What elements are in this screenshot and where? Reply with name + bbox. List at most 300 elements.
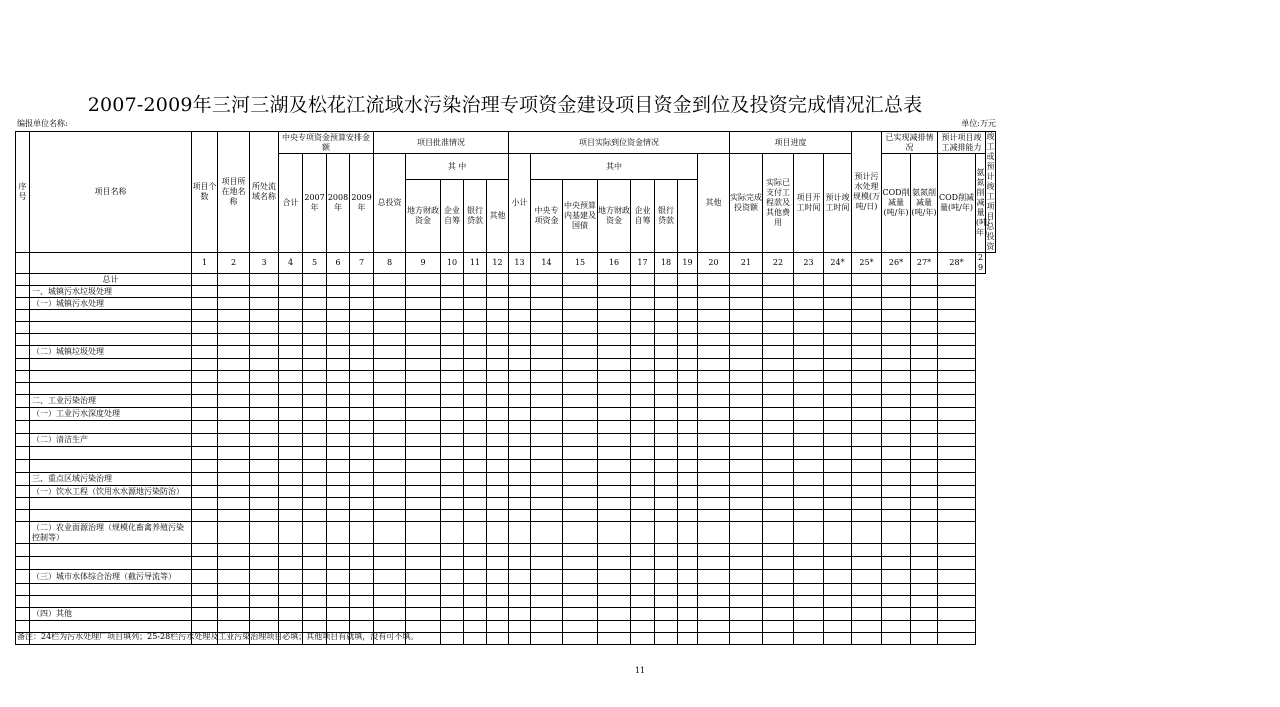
table-cell bbox=[794, 274, 824, 286]
table-cell bbox=[16, 395, 30, 408]
table-cell bbox=[852, 447, 882, 460]
table-cell bbox=[192, 447, 218, 460]
table-cell bbox=[852, 460, 882, 473]
table-cell bbox=[192, 570, 218, 584]
table-cell bbox=[911, 544, 938, 557]
table-cell bbox=[279, 334, 303, 346]
table-cell bbox=[598, 570, 631, 584]
table-cell bbox=[730, 498, 763, 510]
table-cell bbox=[563, 346, 598, 359]
column-number: 2 bbox=[218, 253, 250, 274]
table-row bbox=[16, 408, 996, 421]
table-cell bbox=[563, 570, 598, 584]
table-cell bbox=[698, 447, 730, 460]
table-cell bbox=[882, 286, 911, 298]
table-cell bbox=[882, 434, 911, 447]
table-cell bbox=[16, 447, 30, 460]
table-cell bbox=[794, 286, 824, 298]
table-cell bbox=[938, 322, 976, 334]
table-cell bbox=[279, 408, 303, 421]
table-cell bbox=[509, 473, 531, 486]
table-cell bbox=[279, 473, 303, 486]
table-cell bbox=[655, 522, 678, 544]
table-cell bbox=[531, 544, 563, 557]
table-cell bbox=[350, 584, 374, 596]
table-cell bbox=[487, 621, 509, 633]
table-cell bbox=[192, 486, 218, 498]
table-cell bbox=[730, 608, 763, 621]
table-cell bbox=[406, 570, 441, 584]
table-cell bbox=[698, 596, 730, 608]
table-cell bbox=[598, 298, 631, 310]
table-cell bbox=[655, 383, 678, 395]
table-cell bbox=[938, 486, 976, 498]
table-cell bbox=[824, 557, 852, 570]
table-cell bbox=[763, 286, 794, 298]
table-cell bbox=[487, 383, 509, 395]
table-cell bbox=[824, 310, 852, 322]
table-cell bbox=[250, 359, 279, 371]
table-cell bbox=[192, 473, 218, 486]
header-seq: 序号 bbox=[16, 132, 30, 253]
table-cell bbox=[563, 298, 598, 310]
header-project-count: 项目个数 bbox=[192, 132, 218, 253]
table-cell bbox=[250, 286, 279, 298]
table-cell bbox=[882, 522, 911, 544]
table-cell bbox=[16, 421, 30, 434]
column-number: 14 bbox=[531, 253, 563, 274]
table-cell bbox=[16, 557, 30, 570]
table-cell bbox=[303, 434, 327, 447]
header-other2: 其他 bbox=[698, 154, 730, 253]
table-cell bbox=[192, 322, 218, 334]
header-nh-expected: 氨氮削减量(吨/年) bbox=[976, 154, 986, 253]
table-cell bbox=[279, 286, 303, 298]
row-label-sec3d: （四）其他 bbox=[30, 608, 192, 621]
table-cell bbox=[441, 322, 464, 334]
table-cell bbox=[678, 395, 698, 408]
table-cell bbox=[350, 334, 374, 346]
table-cell bbox=[631, 395, 655, 408]
table-cell bbox=[824, 408, 852, 421]
table-cell bbox=[563, 395, 598, 408]
table-cell bbox=[509, 486, 531, 498]
table-cell bbox=[678, 557, 698, 570]
table-cell bbox=[531, 584, 563, 596]
table-cell bbox=[531, 421, 563, 434]
table-cell bbox=[911, 596, 938, 608]
row-label-sec1: 一、城镇污水垃圾处理 bbox=[30, 286, 192, 298]
table-cell bbox=[327, 286, 350, 298]
table-cell bbox=[303, 473, 327, 486]
table-cell bbox=[678, 596, 698, 608]
table-cell bbox=[730, 633, 763, 645]
table-cell bbox=[531, 608, 563, 621]
table-cell bbox=[464, 286, 487, 298]
table-cell bbox=[938, 434, 976, 447]
table-cell bbox=[698, 498, 730, 510]
table-cell bbox=[730, 473, 763, 486]
table-cell bbox=[882, 510, 911, 522]
table-cell bbox=[824, 596, 852, 608]
table-cell bbox=[509, 544, 531, 557]
table-cell bbox=[852, 434, 882, 447]
table-cell bbox=[327, 334, 350, 346]
table-cell bbox=[911, 633, 938, 645]
table-cell bbox=[824, 570, 852, 584]
table-cell bbox=[938, 421, 976, 434]
table-row bbox=[16, 310, 996, 322]
table-cell bbox=[303, 557, 327, 570]
table-cell bbox=[487, 544, 509, 557]
table-cell bbox=[882, 570, 911, 584]
table-cell bbox=[406, 421, 441, 434]
table-cell bbox=[698, 371, 730, 383]
header-expected: 预计项目竣工减排能力 bbox=[938, 132, 986, 154]
table-cell bbox=[441, 498, 464, 510]
table-cell bbox=[852, 334, 882, 346]
table-cell bbox=[563, 621, 598, 633]
table-cell bbox=[509, 596, 531, 608]
table-cell bbox=[678, 621, 698, 633]
table-cell bbox=[350, 522, 374, 544]
table-cell bbox=[882, 359, 911, 371]
table-cell bbox=[279, 584, 303, 596]
column-number: 12 bbox=[487, 253, 509, 274]
table-cell bbox=[16, 544, 30, 557]
table-cell bbox=[824, 447, 852, 460]
table-cell bbox=[938, 274, 976, 286]
table-cell bbox=[279, 421, 303, 434]
table-cell bbox=[655, 596, 678, 608]
header-2007: 2007年 bbox=[303, 154, 327, 253]
table-cell bbox=[763, 621, 794, 633]
table-cell bbox=[16, 522, 30, 544]
table-cell bbox=[678, 510, 698, 522]
table-cell bbox=[327, 447, 350, 460]
table-cell bbox=[509, 510, 531, 522]
table-cell bbox=[406, 346, 441, 359]
table-cell bbox=[327, 460, 350, 473]
table-cell bbox=[631, 408, 655, 421]
table-cell bbox=[852, 473, 882, 486]
table-cell bbox=[218, 584, 250, 596]
table-cell bbox=[30, 334, 192, 346]
table-cell bbox=[279, 359, 303, 371]
table-cell bbox=[279, 383, 303, 395]
table-cell bbox=[794, 486, 824, 498]
table-cell bbox=[563, 383, 598, 395]
table-cell bbox=[794, 298, 824, 310]
table-cell bbox=[350, 286, 374, 298]
table-cell bbox=[763, 557, 794, 570]
table-cell bbox=[303, 447, 327, 460]
table-cell bbox=[911, 434, 938, 447]
table-cell bbox=[631, 346, 655, 359]
table-cell bbox=[598, 608, 631, 621]
table-cell bbox=[763, 359, 794, 371]
table-cell bbox=[350, 473, 374, 486]
table-cell bbox=[882, 633, 911, 645]
table-cell bbox=[794, 447, 824, 460]
table-cell bbox=[730, 570, 763, 584]
table-row bbox=[16, 596, 996, 608]
table-cell bbox=[852, 359, 882, 371]
table-cell bbox=[730, 510, 763, 522]
table-cell bbox=[563, 596, 598, 608]
table-cell bbox=[911, 408, 938, 421]
table-cell bbox=[250, 447, 279, 460]
table-row bbox=[16, 421, 996, 434]
table-cell bbox=[279, 608, 303, 621]
table-cell bbox=[563, 286, 598, 298]
table-cell bbox=[406, 522, 441, 544]
table-cell bbox=[531, 447, 563, 460]
table-cell bbox=[464, 510, 487, 522]
table-cell bbox=[882, 608, 911, 621]
table-cell bbox=[631, 434, 655, 447]
table-cell bbox=[16, 322, 30, 334]
table-cell bbox=[250, 596, 279, 608]
table-cell bbox=[531, 557, 563, 570]
table-cell bbox=[509, 421, 531, 434]
table-cell bbox=[406, 473, 441, 486]
column-number: 6 bbox=[327, 253, 350, 274]
table-cell bbox=[763, 584, 794, 596]
table-cell bbox=[655, 286, 678, 298]
table-cell bbox=[882, 334, 911, 346]
table-cell bbox=[16, 584, 30, 596]
table-cell bbox=[824, 286, 852, 298]
table-cell bbox=[374, 498, 406, 510]
table-cell bbox=[464, 621, 487, 633]
table-cell bbox=[406, 510, 441, 522]
table-cell bbox=[218, 310, 250, 322]
table-cell bbox=[509, 334, 531, 346]
table-cell bbox=[327, 310, 350, 322]
table-cell bbox=[441, 359, 464, 371]
table-cell bbox=[911, 621, 938, 633]
table-cell bbox=[250, 522, 279, 544]
table-cell bbox=[824, 359, 852, 371]
table-cell bbox=[852, 621, 882, 633]
table-cell bbox=[824, 621, 852, 633]
table-cell bbox=[730, 395, 763, 408]
row-label-sec1b: （二）城镇垃圾处理 bbox=[30, 346, 192, 359]
table-cell bbox=[531, 498, 563, 510]
table-cell bbox=[938, 460, 976, 473]
column-number: 15 bbox=[563, 253, 598, 274]
table-cell bbox=[327, 322, 350, 334]
table-cell bbox=[655, 274, 678, 286]
table-cell bbox=[327, 408, 350, 421]
table-cell bbox=[730, 359, 763, 371]
table-cell bbox=[303, 408, 327, 421]
header-2009: 2009年 bbox=[350, 154, 374, 253]
header-self-fund: 企业自筹 bbox=[441, 180, 464, 253]
table-cell bbox=[598, 473, 631, 486]
table-cell bbox=[794, 322, 824, 334]
table-cell bbox=[406, 322, 441, 334]
table-cell bbox=[350, 510, 374, 522]
table-cell bbox=[531, 473, 563, 486]
table-cell bbox=[794, 383, 824, 395]
table-cell bbox=[441, 334, 464, 346]
table-cell bbox=[464, 584, 487, 596]
table-row bbox=[16, 274, 996, 286]
table-cell bbox=[327, 510, 350, 522]
table-cell bbox=[655, 608, 678, 621]
table-cell bbox=[631, 447, 655, 460]
table-cell bbox=[655, 584, 678, 596]
table-cell bbox=[563, 359, 598, 371]
table-cell bbox=[730, 621, 763, 633]
table-cell bbox=[279, 570, 303, 584]
table-row bbox=[16, 395, 996, 408]
table-cell bbox=[794, 408, 824, 421]
table-cell bbox=[852, 286, 882, 298]
table-cell bbox=[563, 633, 598, 645]
header-basin: 所处流域名称 bbox=[250, 132, 279, 253]
table-cell bbox=[218, 346, 250, 359]
table-cell bbox=[279, 346, 303, 359]
table-cell bbox=[698, 408, 730, 421]
table-row bbox=[16, 359, 996, 371]
table-cell bbox=[631, 544, 655, 557]
table-cell bbox=[350, 596, 374, 608]
table-cell bbox=[631, 334, 655, 346]
table-cell bbox=[218, 421, 250, 434]
column-number: 13 bbox=[509, 253, 531, 274]
table-cell bbox=[730, 544, 763, 557]
table-cell bbox=[631, 460, 655, 473]
table-cell bbox=[192, 371, 218, 383]
table-cell bbox=[730, 447, 763, 460]
table-cell bbox=[441, 421, 464, 434]
table-cell bbox=[631, 584, 655, 596]
table-cell bbox=[350, 434, 374, 447]
header-sewage-scale: 预计污水处理规模(万吨/日) bbox=[852, 132, 882, 253]
table-cell bbox=[303, 371, 327, 383]
table-cell bbox=[824, 322, 852, 334]
table-cell bbox=[531, 371, 563, 383]
table-cell bbox=[350, 346, 374, 359]
table-cell bbox=[598, 498, 631, 510]
table-cell bbox=[406, 395, 441, 408]
table-cell bbox=[598, 322, 631, 334]
table-cell bbox=[730, 596, 763, 608]
table-cell bbox=[487, 473, 509, 486]
table-cell bbox=[563, 371, 598, 383]
table-cell bbox=[598, 359, 631, 371]
table-row bbox=[16, 346, 996, 359]
table-cell bbox=[487, 371, 509, 383]
table-cell bbox=[852, 486, 882, 498]
row-label-sec2a: （一）工业污水深度处理 bbox=[30, 408, 192, 421]
table-cell bbox=[794, 334, 824, 346]
table-cell bbox=[794, 596, 824, 608]
table-cell bbox=[882, 395, 911, 408]
table-cell bbox=[192, 522, 218, 544]
table-cell bbox=[938, 286, 976, 298]
table-cell bbox=[509, 395, 531, 408]
table-cell bbox=[218, 608, 250, 621]
column-number: 18 bbox=[655, 253, 678, 274]
column-number: 28* bbox=[938, 253, 976, 274]
table-cell bbox=[30, 584, 192, 596]
column-number: 22 bbox=[763, 253, 794, 274]
header-actual-invest: 实际完成投资额 bbox=[730, 154, 763, 253]
table-cell bbox=[350, 359, 374, 371]
table-cell bbox=[938, 334, 976, 346]
table-cell bbox=[678, 447, 698, 460]
table-cell bbox=[794, 395, 824, 408]
table-cell bbox=[631, 557, 655, 570]
table-cell bbox=[192, 334, 218, 346]
table-cell bbox=[531, 633, 563, 645]
table-cell bbox=[464, 557, 487, 570]
table-cell bbox=[218, 359, 250, 371]
table-cell bbox=[374, 460, 406, 473]
table-cell bbox=[563, 544, 598, 557]
table-cell bbox=[374, 544, 406, 557]
table-cell bbox=[441, 408, 464, 421]
table-cell bbox=[794, 570, 824, 584]
table-cell bbox=[763, 486, 794, 498]
header-realized: 已实现减排情况 bbox=[882, 132, 938, 154]
table-cell bbox=[350, 274, 374, 286]
table-cell bbox=[531, 510, 563, 522]
table-cell bbox=[938, 371, 976, 383]
table-cell bbox=[882, 421, 911, 434]
table-cell bbox=[250, 557, 279, 570]
table-cell bbox=[487, 486, 509, 498]
header-blank bbox=[678, 180, 698, 253]
table-cell bbox=[509, 286, 531, 298]
column-number: 3 bbox=[250, 253, 279, 274]
table-row bbox=[16, 608, 996, 621]
table-cell bbox=[464, 359, 487, 371]
table-cell bbox=[350, 298, 374, 310]
table-row bbox=[16, 557, 996, 570]
table-cell bbox=[852, 371, 882, 383]
table-cell bbox=[218, 498, 250, 510]
table-cell bbox=[487, 584, 509, 596]
table-cell bbox=[487, 596, 509, 608]
table-cell bbox=[911, 274, 938, 286]
table-cell bbox=[794, 557, 824, 570]
table-row bbox=[16, 298, 996, 310]
header-2008: 2008年 bbox=[327, 154, 350, 253]
table-cell bbox=[563, 460, 598, 473]
table-cell bbox=[598, 447, 631, 460]
table-cell bbox=[16, 371, 30, 383]
table-cell bbox=[698, 310, 730, 322]
column-number: 29 bbox=[976, 253, 986, 274]
table-cell bbox=[631, 298, 655, 310]
header-central-budget: 中央专项资金预算安排金额 bbox=[279, 132, 374, 154]
table-cell bbox=[441, 584, 464, 596]
table-cell bbox=[698, 608, 730, 621]
table-cell bbox=[192, 498, 218, 510]
table-cell bbox=[911, 584, 938, 596]
table-cell bbox=[698, 486, 730, 498]
table-cell bbox=[655, 371, 678, 383]
table-cell bbox=[852, 557, 882, 570]
table-cell bbox=[698, 621, 730, 633]
table-cell bbox=[441, 434, 464, 447]
table-cell bbox=[794, 359, 824, 371]
